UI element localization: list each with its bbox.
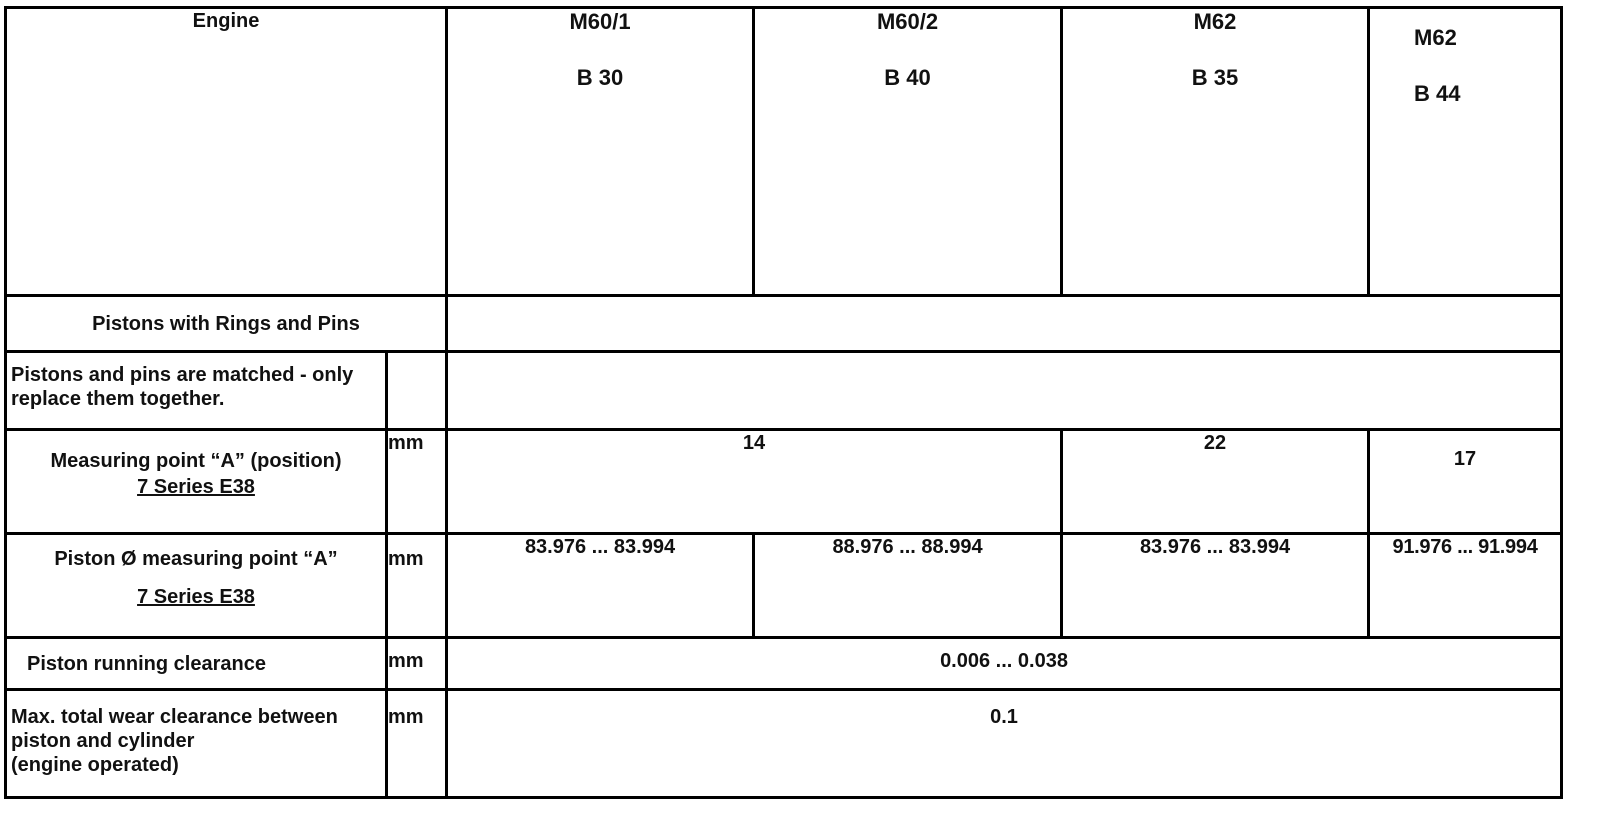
piston-diameter-value: 83.976 ... 83.994 xyxy=(1062,534,1369,638)
measuring-point-label-cell xyxy=(6,430,387,534)
model-column-m62-b35 xyxy=(1062,8,1369,296)
model-code: B 44 xyxy=(1414,81,1461,106)
note-unit-empty xyxy=(387,352,447,430)
model-family: M60/2 xyxy=(876,9,939,34)
piston-diameter-value: 91.976 ... 91.994 xyxy=(1369,534,1562,638)
model-column-m60-2 xyxy=(754,8,1062,296)
engine-header-cell xyxy=(6,8,447,296)
unit-cell: mm xyxy=(387,638,447,690)
model-family: M62 xyxy=(1414,25,1457,50)
piston-diameter-label-cell xyxy=(6,534,387,638)
series-link[interactable]: 7 Series E38 xyxy=(137,586,255,608)
measuring-point-value: 17 xyxy=(1369,430,1562,534)
section-title: Pistons with Rings and Pins xyxy=(6,296,447,352)
max-wear-value: 0.1 xyxy=(447,690,1562,798)
model-column-m60-1 xyxy=(447,8,754,296)
note-row xyxy=(6,352,1562,430)
unit-cell: mm xyxy=(387,430,447,534)
max-wear-label-line: Max. total wear clearance between xyxy=(11,706,338,728)
section-empty-cell xyxy=(447,296,1562,352)
section-row xyxy=(6,296,1562,352)
max-wear-row xyxy=(6,690,1562,798)
piston-diameter-value: 88.976 ... 88.994 xyxy=(754,534,1062,638)
model-code: B 35 xyxy=(1191,65,1239,90)
engine-label: Engine xyxy=(192,10,260,32)
piston-diameter-label: Piston Ø measuring point “A” xyxy=(54,548,338,570)
piston-diameter-value: 83.976 ... 83.994 xyxy=(447,534,754,638)
model-code: B 40 xyxy=(884,65,931,90)
running-clearance-value: 0.006 ... 0.038 xyxy=(447,638,1562,690)
running-clearance-row xyxy=(6,638,1562,690)
measuring-point-label: Measuring point “A” (position) xyxy=(50,450,342,472)
model-family: M60/1 xyxy=(569,9,631,34)
matched-note: Pistons and pins are matched - only replace them together. xyxy=(6,352,387,430)
model-code: B 30 xyxy=(576,65,624,90)
piston-diameter-row xyxy=(6,534,1562,638)
engine-spec-table xyxy=(4,6,1563,799)
measuring-point-value: 14 xyxy=(447,430,1062,534)
model-family: M62 xyxy=(1193,9,1237,34)
unit-cell: mm xyxy=(387,690,447,798)
unit-cell: mm xyxy=(387,534,447,638)
max-wear-label-cell xyxy=(6,690,387,798)
measuring-point-row xyxy=(6,430,1562,534)
max-wear-label-line: piston and cylinder xyxy=(11,730,195,752)
model-column-m62-b44 xyxy=(1369,8,1562,296)
header-row xyxy=(6,8,1562,296)
max-wear-label-line: (engine operated) xyxy=(11,754,179,776)
note-empty-cell xyxy=(447,352,1562,430)
measuring-point-value: 22 xyxy=(1062,430,1369,534)
series-link[interactable]: 7 Series E38 xyxy=(137,476,255,498)
running-clearance-label: Piston running clearance xyxy=(6,638,387,690)
